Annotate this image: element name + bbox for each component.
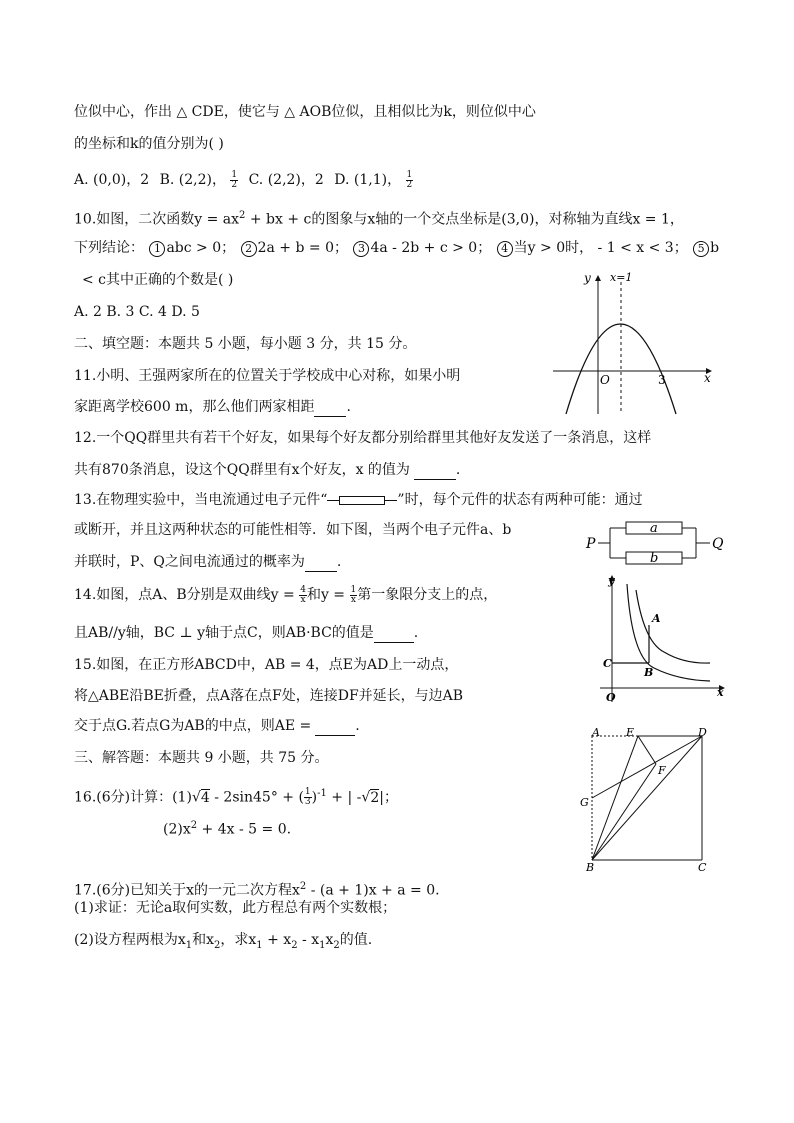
q16-line2 <box>163 816 291 840</box>
q14-answer-blank <box>374 628 414 643</box>
circled-3-icon: 3 <box>353 241 369 257</box>
sqrt-icon: √ <box>361 789 371 806</box>
q14-fraction-1x: $\frac{1}{x}$ <box>350 584 357 605</box>
q10-conclusion-2: 2a + b = 0； <box>257 240 348 256</box>
q14-period: . <box>413 625 419 641</box>
q16-text-a: 16.(6分)计算：(1) <box>74 789 192 806</box>
q11-line1: 11.小明、王强两家所在的位置关于学校成中心对称，如果小明 <box>74 368 461 384</box>
circled-1-icon: 1 <box>149 241 165 257</box>
q15-line2: 将△ABE沿BE折叠，点A落在点F处，连接DF并延长，与边AB <box>74 688 464 704</box>
hyperbola-4x <box>636 590 710 663</box>
x-label: x <box>717 686 724 699</box>
q17-text-b: - (a + 1)x + a = 0. <box>306 882 440 899</box>
q15-answer-blank <box>315 721 355 736</box>
q15-line3 <box>74 716 360 736</box>
q10-conclusions-label: 下列结论： <box>74 240 144 256</box>
q10-text-a: 10.如图，二次函数y = ax <box>74 211 240 228</box>
origin-label: O <box>606 691 616 704</box>
q9-option-b: B. (2,2)， <box>159 172 226 188</box>
q17-text-d: + x <box>262 932 292 948</box>
q13-line3 <box>74 552 341 572</box>
q10-conclusion-3: 4a - 2b + c > 0； <box>370 240 492 256</box>
q9-option-c: C. (2,2)，2 <box>248 172 324 188</box>
point-c-label: C <box>603 657 612 670</box>
circled-2-icon: 2 <box>241 241 257 257</box>
q16-part2-a: (2)x <box>163 821 191 838</box>
q11-answer-blank <box>314 402 346 417</box>
q12-text: 共有870条消息，设这个QQ群里有x个好友，x 的值为 <box>74 462 410 478</box>
q17-sub: 1 <box>319 939 326 951</box>
circuit-b-label: b <box>650 551 659 566</box>
q9-options <box>74 170 413 190</box>
q11-period: . <box>346 399 351 415</box>
q13-line2: 或断开，并且这两种状态的可能性相等．如下图，当两个电子元件a、b <box>74 522 512 538</box>
q13-circuit-diagram <box>582 516 732 568</box>
q14-hyperbola-graph <box>598 570 728 705</box>
q16-sqrt-4: 4 <box>200 789 210 806</box>
q9-line2: 的坐标和k的值分别为( ) <box>74 136 224 152</box>
q9-line1: 位似中心，作出 △ CDE，使它与 △ AOB位似，且相似比为k，则位似中心 <box>74 104 536 120</box>
q9-fraction-d: $\frac{1}{2}$ <box>406 169 413 190</box>
q15-text: 交于点G.若点G为AB的中点，则AE = <box>74 718 312 734</box>
q14-line1 <box>74 585 497 605</box>
label-g: G <box>580 796 589 809</box>
q10-line2 <box>74 238 719 258</box>
q11-text: 家距离学校600 m，那么他们两家相距 <box>74 399 315 415</box>
y-label: y <box>584 271 591 285</box>
label-d: D <box>698 726 707 739</box>
q17-sub: 2 <box>333 939 340 951</box>
label-c: C <box>698 861 707 874</box>
q13-text: 并联时，P、Q之间电流通过的概率为 <box>74 554 305 570</box>
section-2-heading: 二、填空题：本题共 5 小题，每小题 3 分，共 15 分。 <box>74 336 417 352</box>
q15-square-figure <box>578 726 718 874</box>
q17-line2: (1)求证：无论a取何实数，此方程总有两个实数根； <box>74 900 397 916</box>
q14-text-c: 第一象限分支上的点， <box>357 587 498 603</box>
q10-text-b: + bx + c的图象与x轴的一个交点坐标是(3,0)，对称轴为直线x = 1， <box>245 211 684 228</box>
q13-period: . <box>336 554 342 570</box>
q16-text-d: + | - <box>326 789 362 806</box>
q15-line1: 15.如图，在正方形ABCD中，AB = 4，点E为AD上一动点， <box>74 657 459 673</box>
q9-option-d: D. (1,1)， <box>334 172 402 188</box>
q11-line2 <box>74 397 351 417</box>
y-label: y <box>608 574 615 587</box>
label-f: F <box>658 764 666 777</box>
q17-sub: 1 <box>256 939 263 951</box>
circled-4-icon: 4 <box>497 241 513 257</box>
label-b: B <box>586 861 595 874</box>
q13-text-a: 13.在物理实验中，当电流通过电子元件“ <box>74 492 328 508</box>
symmetry-label: x=1 <box>610 271 633 284</box>
q10-line1 <box>74 206 684 230</box>
q10-sup: 2 <box>239 210 246 221</box>
q16-line1 <box>74 784 398 808</box>
q9-fraction-b: $\frac{1}{2}$ <box>231 169 238 190</box>
hyperbola-1x <box>627 584 710 681</box>
q17-text-a: 17.(6分)已知关于x的一元二次方程x <box>74 882 300 899</box>
q17-sub: 2 <box>291 939 298 951</box>
q16-part2-sup: 2 <box>190 820 198 831</box>
segment-bf <box>592 764 656 860</box>
root-label: 3 <box>658 373 666 387</box>
q16-fraction: $\frac{1}{3}$ <box>304 787 311 808</box>
circuit-a-label: a <box>650 521 658 536</box>
label-e: E <box>626 726 635 739</box>
q12-answer-blank <box>414 465 456 480</box>
q14-text-b: 和y = <box>306 587 346 603</box>
q16-text-e: |； <box>379 789 398 806</box>
segment-bd <box>592 736 702 860</box>
section-3-heading: 三、解答题：本题共 9 小题，共 75 分。 <box>74 750 329 766</box>
q14-fraction-4x: $\frac{4}{x}$ <box>300 584 306 605</box>
q12-period: . <box>455 462 461 478</box>
q17-sup: 2 <box>299 881 307 892</box>
q14-text: 且AB//y轴，BC ⊥ y轴于点C，则AB·BC的值是 <box>74 625 374 641</box>
point-a-label: A <box>652 612 661 625</box>
q10-conclusion-4: 当y > 0时， - 1 < x < 3； <box>513 240 688 256</box>
resistor-icon <box>327 494 397 506</box>
sqrt-icon: √ <box>191 789 201 806</box>
q16-part2-b: + 4x - 5 = 0. <box>197 821 292 838</box>
q10-line3: < c其中正确的个数是( ) <box>82 272 234 288</box>
q16-exponent: -1 <box>317 788 327 799</box>
q17-text-f: x <box>325 932 334 948</box>
circuit-p-label: P <box>586 536 596 552</box>
circled-5-icon: 5 <box>693 241 709 257</box>
q16-text-b: - 2sin45° + ( <box>209 789 304 806</box>
q13-line1 <box>74 490 643 510</box>
label-a: A <box>592 726 600 739</box>
circuit-q-label: Q <box>712 536 724 552</box>
q14-line2 <box>74 623 418 643</box>
q10-conclusion-1: abc > 0； <box>166 240 236 256</box>
q13-text-b: ”时，每个元件的状态有两种可能：通过 <box>397 492 643 508</box>
q17-sub: 2 <box>214 939 221 951</box>
q10-options: A. 2 B. 3 C. 4 D. 5 <box>74 304 200 320</box>
x-label: x <box>704 371 711 385</box>
q17-sub: 1 <box>185 939 193 951</box>
point-b-label: B <box>644 666 654 679</box>
q17-text-b: 和x <box>192 932 215 948</box>
q16-sqrt-2: 2 <box>370 789 380 806</box>
segment-be <box>592 736 638 860</box>
q17-text-a: (2)设方程两根为x <box>74 932 186 948</box>
q12-line2 <box>74 460 460 480</box>
q9-option-a: A. (0,0)，2 <box>74 172 150 188</box>
q10-conclusion-5: b <box>710 240 720 256</box>
q17-text-e: - x <box>297 932 320 948</box>
q13-answer-blank <box>305 557 337 572</box>
segment-ef <box>638 736 656 764</box>
segment-dg <box>592 736 702 798</box>
q10-parabola-graph <box>548 268 718 418</box>
q17-text-c: ，求x <box>220 932 257 948</box>
q14-text-a: 14.如图，点A、B分别是双曲线y = <box>74 587 295 603</box>
q16-text-c: ) <box>311 789 318 806</box>
q15-period: . <box>355 718 360 734</box>
q12-line1: 12.一个QQ群里共有若干个好友，如果每个好友都分别给群里其他好友发送了一条消息，这样 <box>74 430 652 446</box>
origin-label: O <box>600 373 610 387</box>
q17-text-g: 的值. <box>339 932 373 948</box>
q17-line3 <box>74 930 372 956</box>
